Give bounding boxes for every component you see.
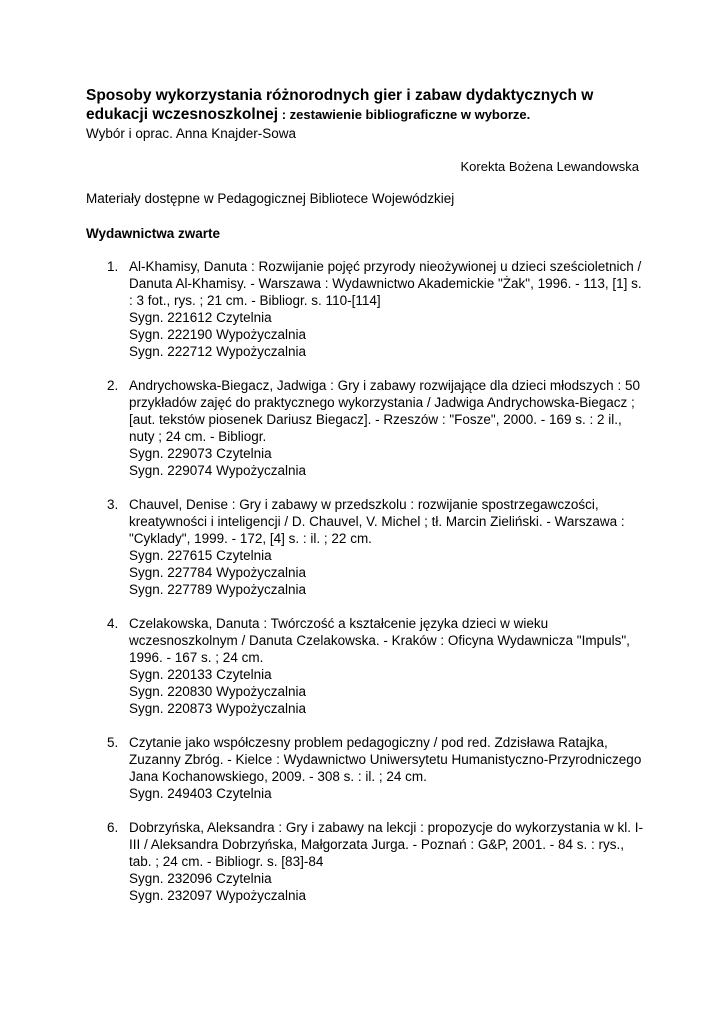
- entry-signature: Sygn. 220133 Czytelnia: [129, 667, 272, 682]
- entry-description: Andrychowska-Biegacz, Jadwiga : Gry i zabawy rozwijające dla dzieci młodszych : 50 przykładów zajęć do praktycznego wykorzystania / Jadwiga Andrychowska-Biegacz ; [aut. tekstów piosenek Dariusz Biegacz]. - Rzeszów : "Fosze", 2000. - 169 s. : 2 il., nuty ; 24 cm. - Bibliogr.: [129, 378, 640, 444]
- bibliography-list: [86, 258, 646, 921]
- entry-number: 2.: [107, 378, 119, 393]
- entry-number: 1.: [107, 259, 119, 274]
- document-title: [86, 86, 646, 124]
- entry-description: Dobrzyńska, Aleksandra : Gry i zabawy na lekcji : propozycje do wykorzystania w kl. I-III / Aleksandra Dobrzyńska, Małgorzata Jurga. - Poznań : G&P, 2001. - 84 s. : rys., tab. ; 24 cm. - Bibliogr. s. [83]-84: [129, 820, 643, 869]
- entry-signature: Sygn. 229074 Wypożyczalnia: [129, 463, 306, 478]
- entry-signature: Sygn. 232097 Wypożyczalnia: [129, 888, 306, 903]
- bibliography-entry: [86, 496, 646, 598]
- entry-signature: Sygn. 222712 Wypożyczalnia: [129, 344, 306, 359]
- entry-description: Chauvel, Denise : Gry i zabawy w przedszkolu : rozwijanie spostrzegawczości, kreatywności i inteligencji / D. Chauvel, V. Michel ; tł. Marcin Zieliński. - Warszawa : "Cyklady", 1999. - 172, [4] s. : il. ; 22 cm.: [129, 497, 625, 546]
- entry-signature: Sygn. 229073 Czytelnia: [129, 446, 272, 461]
- entry-description: Al-Khamisy, Danuta : Rozwijanie pojęć przyrody nieożywionej u dzieci sześcioletnich / Danuta Al-Khamisy. - Warszawa : Wydawnictwo Akademickie "Żak", 1996. - 113, [1] s. : 3 fot., rys. ; 21 cm. - Bibliogr. s. 110-[114]: [129, 259, 642, 308]
- bibliography-entry: [86, 258, 646, 360]
- entry-signature: Sygn. 232096 Czytelnia: [129, 871, 272, 886]
- entry-signature: Sygn. 220873 Wypożyczalnia: [129, 701, 306, 716]
- entry-number: 6.: [107, 820, 119, 835]
- bibliography-entry: [86, 377, 646, 479]
- entry-number: 3.: [107, 497, 119, 512]
- bibliography-entry: [86, 819, 646, 904]
- materials-note: Materiały dostępne w Pedagogicznej Bibliotece Wojewódzkiej: [86, 191, 455, 206]
- entry-signature: Sygn. 227784 Wypożyczalnia: [129, 565, 306, 580]
- entry-signature: Sygn. 222190 Wypożyczalnia: [129, 327, 306, 342]
- entry-number: 4.: [107, 616, 119, 631]
- entry-description: Czytanie jako współczesny problem pedagogiczny / pod red. Zdzisława Ratajka, Zuzanny Zbróg. - Kielce : Wydawnictwo Uniwersytetu Humanistyczno-Przyrodniczego Jana Kochanowskiego, 2009. - 308 s. : il. ; 24 cm.: [129, 735, 642, 784]
- entry-signature: Sygn. 227615 Czytelnia: [129, 548, 272, 563]
- entry-signature: Sygn. 221612 Czytelnia: [129, 310, 272, 325]
- entry-signature: Sygn. 249403 Czytelnia: [129, 786, 272, 801]
- proofread-line: Korekta Bożena Lewandowska: [460, 159, 639, 174]
- compiler-line: Wybór i oprac. Anna Knajder-Sowa: [86, 126, 296, 141]
- entry-signature: Sygn. 227789 Wypożyczalnia: [129, 582, 306, 597]
- entry-description: Czelakowska, Danuta : Twórczość a kształcenie języka dzieci w wieku wczesnoszkolnym / Danuta Czelakowska. - Kraków : Oficyna Wydawnicza "Impuls", 1996. - 167 s. ; 24 cm.: [129, 616, 630, 665]
- bibliography-entry: [86, 615, 646, 717]
- entry-number: 5.: [107, 735, 119, 750]
- entry-signature: Sygn. 220830 Wypożyczalnia: [129, 684, 306, 699]
- bibliography-entry: [86, 734, 646, 802]
- title-subtitle: : zestawienie bibliograficzne w wyborze.: [278, 107, 531, 122]
- title-main: Sposoby wykorzystania różnorodnych gier i zabaw dydaktycznych w edukacji wczesnoszkolnej: [86, 87, 594, 123]
- section-title: Wydawnictwa zwarte: [86, 226, 221, 241]
